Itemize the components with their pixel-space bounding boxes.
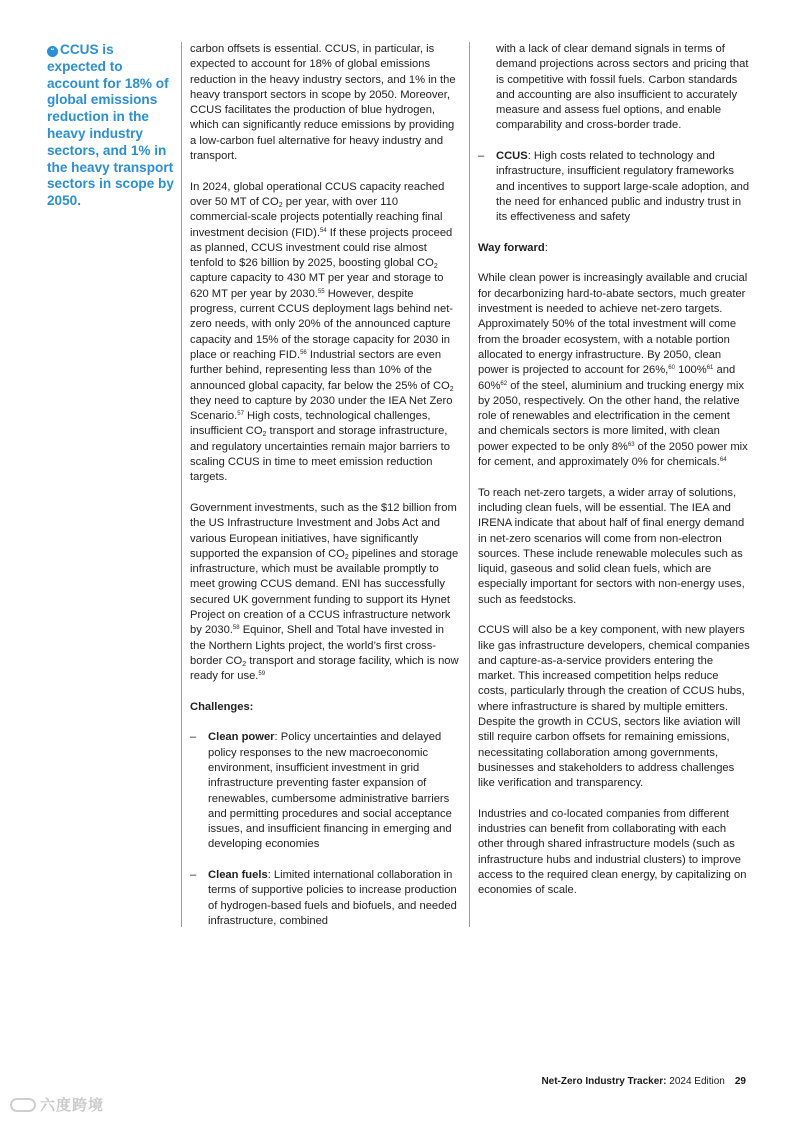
page-footer xyxy=(541,1076,746,1087)
footnote-ref: 61 xyxy=(706,365,714,372)
pull-quote-text: CCUS is expected to account for 18% of global emissions reduction in the heavy industry sectors, and 1% in the heavy transport sectors in scope by 2050. xyxy=(47,42,174,209)
footnote-ref: 63 xyxy=(627,441,635,448)
watermark-text: 六度跨境 xyxy=(40,1097,105,1114)
bullet-dash: – xyxy=(478,150,485,163)
footnote-ref: 64 xyxy=(719,457,727,464)
bullet-clean-power: – Clean power: Policy uncertainties and delayed policy responses to the new macroeconomic environment, insufficient investment in grid infrastructure preventing faster expansion of renewables, cumbersome administrative barriers and permitting procedures and social acceptance issues, and insufficient financing in emerging and developing economies xyxy=(190,731,452,851)
paragraph: While clean power is increasingly available and crucial for decarbonizing hard-to-abate sectors, much greater investment is needed to achieve net-zero targets. Approximately 50% of the total investment will come from the broader ecosystem, with a notable portion allocated to energy infrastructure. By 2050, clean power is projected to account for 26%,$^{60}$ 100%$^{61}$ and 60%$^{62}$ of the steel, aluminium and trucking energy mix by 2050, respectively. On the other hand, the relative role of renewables and electrification in the cement and chemicals sectors is more limited, with clean power expected to be only 8%$^{63}$ of the 2050 power mix for cement, and approximately 0% for chemicals.$^{64}$ xyxy=(478,272,748,469)
paragraph: In 2024, global operational CCUS capacity reached over 50 MT of $CO_2$ per year, with over 110 commercial-scale projects potentially reaching final investment decision (FID).$^{54}$ If these projects proceed as planned, CCUS investment could rise almost tenfold to $26 billion by 2025, boosting global $CO_2$ capture capacity to 430 MT per year and storage to 620 MT per year by 2030.55 However, despite progress, current CCUS deployment lags behind net-zero needs, with only 20% of the announced capture capacity and 15% of the storage capacity for 2030 in place or reaching FID.$^{56}$ Industrial sectors are even further behind, representing less than 10% of the announced global capacity, far below the 25% of $CO_2$ they need to capture by 2030 under the IEA Net Zero Scenario.$^{57}$ High costs, technological challenges, insufficient $CO_2$ transport and storage infrastructure, and regulatory uncertainties remain major barriers to scaling CCUS in time to meet emission reduction targets. xyxy=(190,180,454,484)
watermark-logo-icon xyxy=(10,1098,36,1112)
bullet-clean-fuels: – Clean fuels: Limited international collaboration in terms of supportive policies to increase production of hydrogen-based fuels and biofuels, and needed infrastructure, combined xyxy=(190,869,457,927)
paragraph: Government investments, such as the $12 billion from the US Infrastructure Investment and Jobs Act and various European initiatives, have significantly supported the expansion of $CO_2$ pipelines and storage infrastructure, which must be available promptly to meet growing CCUS demand. ENI has successfully secured UK government funding to support its Hynet Project on creation of a CCUS infrastructure network by 2030.58 Equinor, Shell and Total have invested in the Northern Lights project, the world’s first cross-border $CO_2$ transport and storage facility, which is now ready for use.$^{59}$ xyxy=(190,501,459,683)
bullet-dash: – xyxy=(190,731,197,744)
quote-icon: “ xyxy=(47,46,58,57)
footnote-ref: 55 xyxy=(317,288,325,295)
watermark xyxy=(10,1094,104,1115)
text-column-2 xyxy=(478,42,750,914)
footnote-ref: 62 xyxy=(500,380,508,387)
paragraph: Industries and co-located companies from different industries can benefit from collaborating with each other through shared infrastructure models (such as infrastructure hubs and industrial clusters) to improve access to the required clean energy, by capitalizing on economies of scale. xyxy=(478,807,747,897)
footnote-ref: 56 xyxy=(300,349,307,356)
challenges-heading: Challenges: xyxy=(190,700,254,713)
footnote-ref: 59 xyxy=(258,671,266,678)
footer-edition: 2024 Edition xyxy=(666,1076,725,1087)
text-column-1 xyxy=(190,42,462,945)
page-number: 29 xyxy=(734,1076,746,1087)
footer-title: Net-Zero Industry Tracker: xyxy=(541,1076,667,1087)
footnote-ref: 60 xyxy=(668,365,675,372)
footnote-ref: 57 xyxy=(237,411,244,418)
way-forward-heading: Way forward: xyxy=(478,241,548,254)
paragraph: To reach net-zero targets, a wider array of solutions, including clean fuels, will be essential. The IEA and IRENA indicate that about half of final energy demand in net-zero scenarios will come from non-electron sources. These include renewable molecules such as liquid, gaseous and solid clean fuels, which are especially important for sectors with non-energy uses, such as feedstocks. xyxy=(478,486,745,606)
paragraph: carbon offsets is essential. CCUS, in particular, is expected to account for 18% of global emissions reduction in the heavy industry sectors, and 1% in the heavy transport sectors in scope by 2050. Moreover, CCUS facilitates the production of blue hydrogen, which can significantly reduce emissions by providing a low-carbon fuel alternative for heavy industry and transport. xyxy=(190,43,456,163)
bullet-dash: – xyxy=(190,869,197,882)
column-divider-left xyxy=(181,42,182,927)
footnote-ref: 54 xyxy=(319,227,327,234)
footnote-ref: 58 xyxy=(232,625,240,632)
pull-quote xyxy=(47,42,175,210)
bullet-ccus: – CCUS: High costs related to technology and infrastructure, insufficient regulatory frameworks and incentives to support large-scale adoption, and the need for enhanced public and industry trust in its effectiveness and safety xyxy=(478,150,750,224)
paragraph: CCUS will also be a key component, with new players like gas infrastructure developers, chemical companies and capture-as-a-service providers entering the market. This increased competition helps reduce costs, particularly through the creation of CCUS hubs, where infrastructure is shared by multiple emitters. Despite the growth in CCUS, sectors like aviation will still require carbon offsets for remaining emissions, necessitating collaboration among governments, businesses and stakeholders to address challenges like verification and transparency. xyxy=(478,624,750,790)
bullet-clean-fuels-continued: with a lack of clear demand signals in terms of demand projections across sectors and pricing that is competitive with fossil fuels. Carbon standards and accounting are also insufficient to accurately measure and assess fuel options, and enable comparability and cross-border trade. xyxy=(496,43,749,132)
column-divider-right xyxy=(469,42,470,927)
